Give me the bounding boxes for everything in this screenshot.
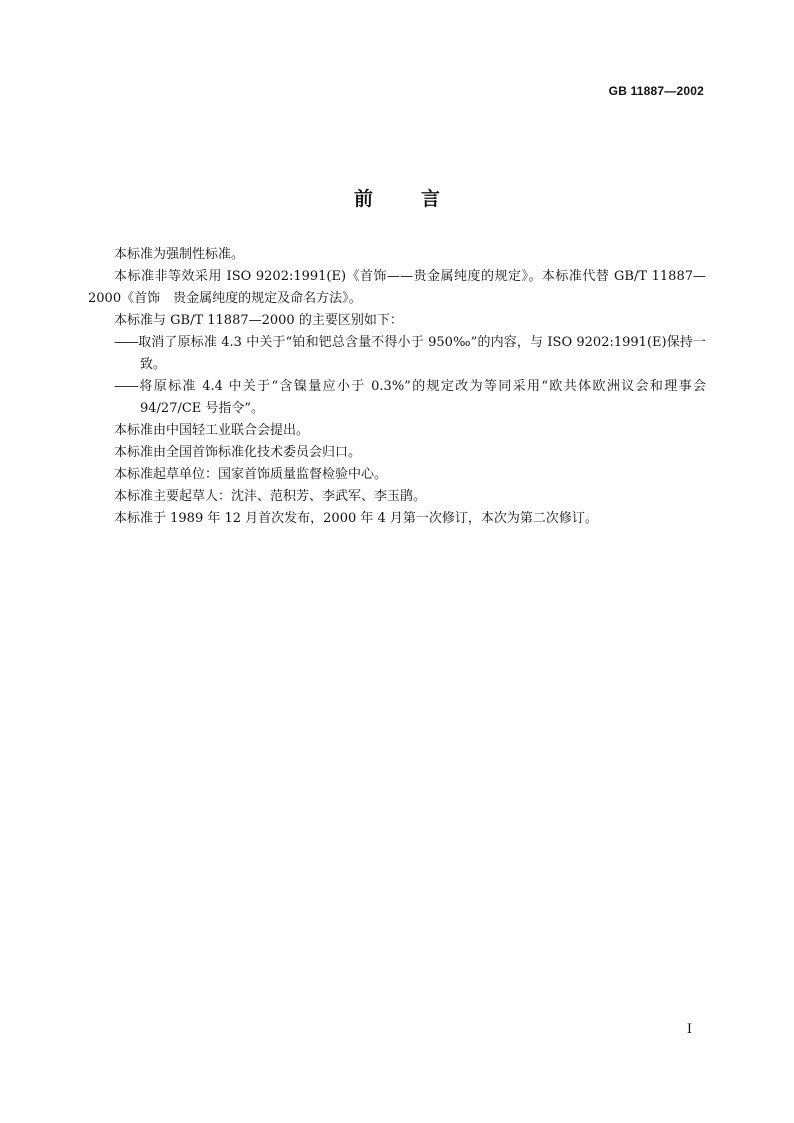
difference-text: 将原标准 4.4 中关于“含镍量应小于 0.3%”的规定改为等同采用“欧共体欧洲议会和理事会 94/27/CE 号指令”。 xyxy=(138,379,706,416)
page-title: 前言 xyxy=(353,188,488,210)
difference-text: 取消了原标准 4.3 中关于“铂和钯总含量不得小于 950‰”的内容，与 ISO 9202:1991(E)保持一致。 xyxy=(138,335,706,372)
standard-code: GB 11887—2002 xyxy=(608,84,704,98)
difference-item xyxy=(88,376,706,420)
page-number: I xyxy=(686,1022,692,1037)
paragraph-mandatory: 本标准为强制性标准。 xyxy=(114,247,245,262)
paragraph-adoption: 本标准非等效采用 ISO 9202:1991(E)《首饰——贵金属纯度的规定》。本标准代替 GB/T 11887—2000《首饰 贵金属纯度的规定及命名方法》。 xyxy=(88,269,706,306)
paragraph-committee: 本标准由全国首饰标准化技术委员会归口。 xyxy=(114,445,362,460)
foreword-body xyxy=(88,244,706,530)
paragraph-proposer: 本标准由中国轻工业联合会提出。 xyxy=(114,423,310,438)
dash-marker: —— xyxy=(114,335,138,350)
paragraph-history: 本标准于 1989 年 12 月首次发布，2000 年 4 月第一次修订，本次为第二次修订。 xyxy=(114,511,598,526)
dash-marker: —— xyxy=(114,379,138,394)
difference-item xyxy=(88,332,706,376)
paragraph-drafting-unit: 本标准起草单位：国家首饰质量监督检验中心。 xyxy=(114,467,388,482)
paragraph-differences-intro: 本标准与 GB/T 11887—2000 的主要区别如下： xyxy=(114,313,403,328)
paragraph-drafters: 本标准主要起草人：沈沣、范积芳、李武军、李玉鹃。 xyxy=(114,489,427,504)
